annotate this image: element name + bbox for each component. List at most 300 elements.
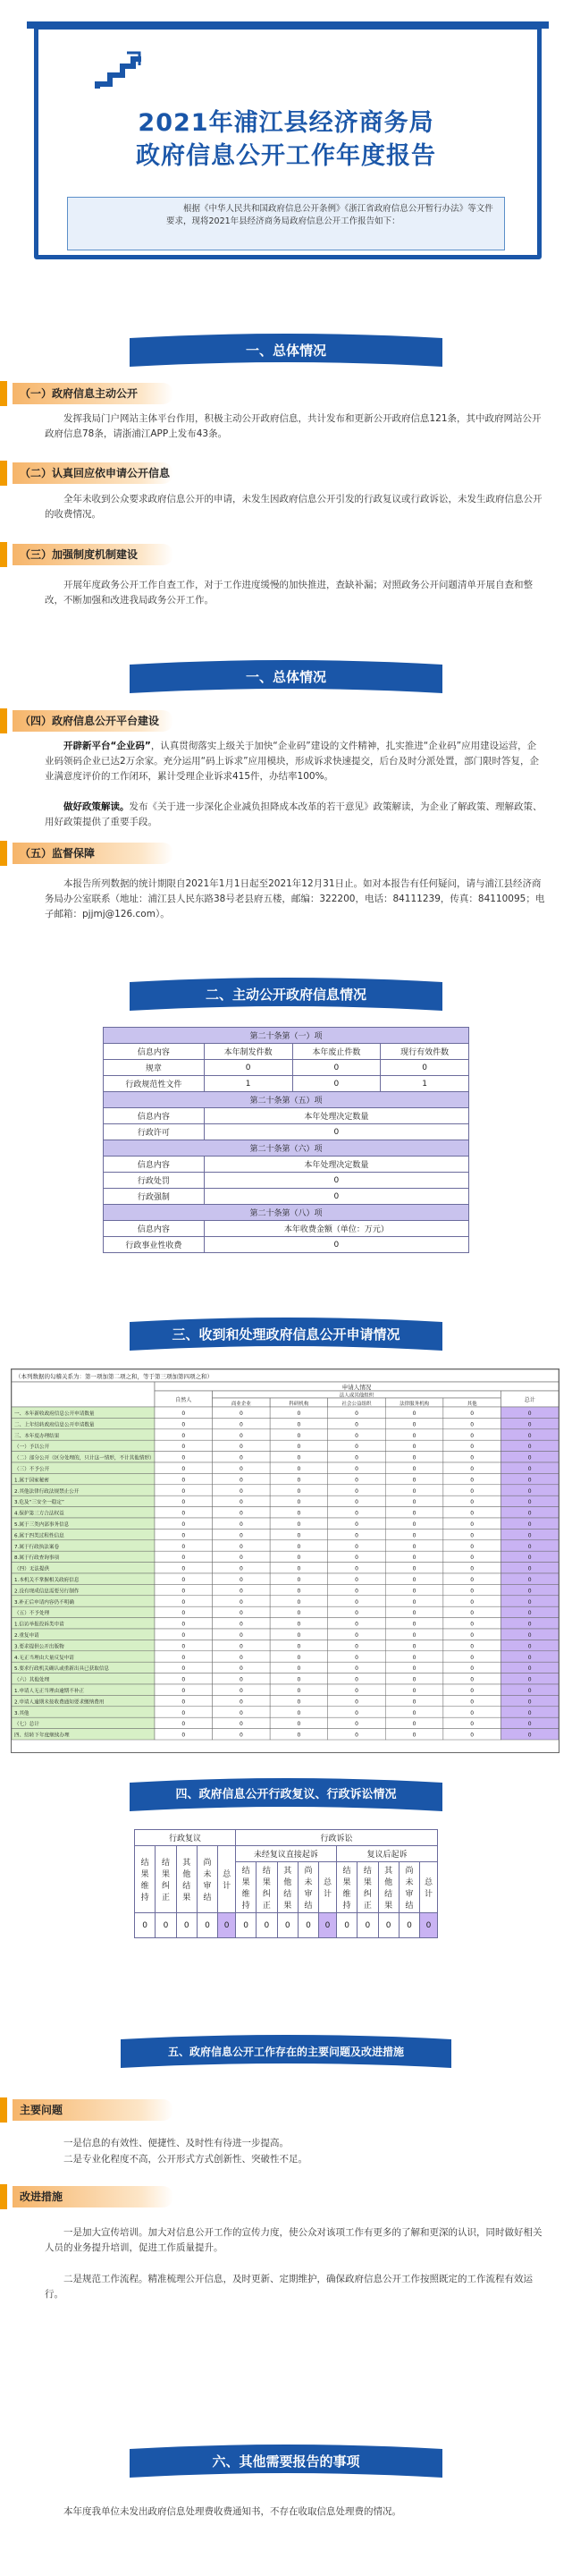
cell-value: 0 (470, 1532, 475, 1539)
col-header: 本年处理决定数量 (204, 1157, 468, 1173)
sub-header: 法律服务机构 (400, 1402, 430, 1407)
cell-value: 0 (297, 1577, 301, 1583)
cell-value: 0 (470, 1454, 475, 1462)
row-label: 3.危及“三安全一稳定” (14, 1500, 64, 1506)
cell-value: 0 (412, 1676, 416, 1683)
cell-value: 0 (239, 1510, 243, 1517)
cell-value: 0 (412, 1444, 416, 1451)
para-4b (45, 800, 545, 830)
cell-value: 0 (470, 1621, 475, 1628)
table-cell: 0 (378, 1913, 399, 1938)
review-header: 行政复议 (135, 1830, 236, 1846)
col-header: 尚未审结 (298, 1862, 318, 1913)
table-cell: 0 (204, 1189, 468, 1205)
cell-value: 0 (297, 1621, 301, 1628)
not-first-header: 未经复议直接起诉 (235, 1846, 336, 1862)
header-label-cell (12, 1382, 155, 1407)
cell-value: 0 (355, 1643, 358, 1650)
cell-value: 0 (355, 1499, 358, 1506)
section2-banner (121, 975, 451, 1014)
table-cell: 0 (235, 1913, 256, 1938)
subhead-3 (0, 542, 197, 567)
cell-value: 0 (297, 1421, 301, 1428)
col-header: 现行有效件数 (381, 1044, 469, 1060)
cell-value: 0 (239, 1732, 243, 1739)
cell-value: 0 (297, 1444, 301, 1451)
cell-value: 0 (239, 1709, 243, 1716)
cell-value: 0 (527, 1487, 532, 1495)
cell-value: 0 (412, 1466, 416, 1472)
row-label: 2.重复申请 (14, 1633, 39, 1639)
row-label: 三、本年度办理结果 (14, 1433, 60, 1439)
cell-value: 0 (181, 1521, 186, 1528)
cell-value: 0 (412, 1510, 416, 1517)
cell-value: 0 (412, 1521, 416, 1528)
col-header: 结果纠正 (358, 1862, 378, 1913)
cell-value: 0 (297, 1643, 301, 1650)
cell-value: 0 (239, 1411, 243, 1417)
cell-value: 0 (181, 1444, 186, 1451)
table-cell: 规章 (104, 1060, 205, 1076)
cell-value: 0 (239, 1665, 243, 1673)
table-cell: 行政许可 (104, 1124, 205, 1140)
cell-value: 0 (181, 1665, 186, 1673)
cell-value: 0 (527, 1721, 532, 1728)
para-5: 本报告所列数据的统计期限自2021年1月1日起至2021年12月31日止。如对本报告有任何疑问，请与浦江县经济商务局办公室联系（地址：浦江县人民东路38号老县府五楼，邮编：322200，电话：84111239，传真：84110095；电子邮箱：pjjmj@126.com）。 (45, 878, 545, 919)
row-label: 二、上年结转政府信息公开申请数量 (14, 1422, 95, 1428)
row-label: 一、本年新收政府信息公开申请数量 (14, 1411, 95, 1417)
subhead-4-text: （四）政府信息公开平台建设 (20, 715, 160, 727)
applicant-header: 申请人情况 (341, 1384, 372, 1391)
cell-value: 0 (527, 1577, 532, 1583)
cell-value: 0 (239, 1454, 243, 1462)
table-cell: 0 (204, 1124, 468, 1140)
subhead-4 (0, 708, 197, 733)
cell-value: 0 (412, 1588, 416, 1595)
para-4a-bold: 开辟新平台“企业码” (63, 741, 151, 751)
cell-value: 0 (355, 1565, 358, 1572)
cell-value: 0 (355, 1487, 358, 1495)
cell-value: 0 (239, 1699, 243, 1706)
cell-value: 0 (470, 1487, 475, 1495)
cell-value: 0 (470, 1565, 475, 1572)
cell-value: 0 (297, 1632, 301, 1639)
cell-value: 0 (412, 1487, 416, 1495)
cell-value: 0 (470, 1444, 475, 1451)
cell-value: 0 (355, 1454, 358, 1462)
col-header: 尚未审结 (399, 1862, 419, 1913)
natural-header: 自然人 (175, 1397, 192, 1403)
cell-value: 0 (527, 1709, 532, 1716)
table-cell: 1 (204, 1076, 292, 1092)
cell-value: 0 (355, 1432, 358, 1439)
cell-value: 0 (239, 1477, 243, 1484)
cell-value: 0 (239, 1577, 243, 1583)
table-cell: 0 (319, 1913, 337, 1938)
cell-value: 0 (297, 1598, 301, 1606)
cell-value: 0 (470, 1676, 475, 1683)
row-label: 2.其他法律行政法规禁止公开 (14, 1488, 80, 1495)
cell-value: 0 (412, 1665, 416, 1673)
cell-value: 0 (355, 1688, 358, 1694)
cell-value: 0 (470, 1721, 475, 1728)
cell-value: 0 (297, 1532, 301, 1539)
section6-banner-text: 六、其他需要报告的事项 (212, 2453, 360, 2470)
row-label: （一）予以公开 (14, 1445, 50, 1451)
table-applications (11, 1368, 559, 1753)
cell-value: 0 (181, 1466, 186, 1472)
cell-value: 0 (181, 1621, 186, 1628)
cell-value: 0 (527, 1454, 532, 1462)
cell-value: 0 (527, 1521, 532, 1528)
cell-value: 0 (527, 1621, 532, 1628)
para-4b-text: 发布《关于进一步深化企业减负担降成本改革的若干意见》政策解读，为企业了解政策、理解政策、用好政策提供了重要手段。 (45, 801, 543, 827)
cell-value: 0 (297, 1654, 301, 1661)
row-label: （三）不予公开 (14, 1467, 50, 1472)
cell-value: 0 (470, 1499, 475, 1506)
para-3: 开展年度政务公开工作自查工作，对于工作进度缓慢的加快推进，查缺补漏；对照政务公开问题清单开展自查和整改，不断加强和改进我局政务公开工作。 (45, 580, 533, 606)
cell-value: 0 (527, 1665, 532, 1673)
cell-value: 0 (297, 1610, 301, 1617)
sub-header: 科研机构 (289, 1402, 309, 1407)
art20-1-header: 第二十条第（一）项 (104, 1028, 469, 1044)
cell-value: 0 (297, 1676, 301, 1683)
cell-value: 0 (297, 1699, 301, 1706)
col-header: 尚未审结 (197, 1846, 217, 1913)
cell-value: 0 (355, 1421, 358, 1428)
table-note: （本列数据的勾稽关系为：第一项加第二项之和，等于第三项加第四项之和） (15, 1373, 213, 1380)
cell-value: 0 (412, 1411, 416, 1417)
cell-value: 0 (527, 1565, 532, 1572)
table-cell: 0 (298, 1913, 318, 1938)
row-label: 四、结转下年度继续办理 (14, 1733, 70, 1739)
cell-value: 0 (239, 1532, 243, 1539)
cell-value: 0 (297, 1487, 301, 1495)
cell-value: 0 (239, 1487, 243, 1495)
table-cell: 0 (156, 1913, 176, 1938)
cell-value: 0 (181, 1676, 186, 1683)
cell-value: 0 (470, 1521, 475, 1528)
cell-value: 0 (355, 1477, 358, 1484)
para-4b-bold: 做好政策解读。 (63, 801, 130, 812)
table-cell: 0 (292, 1060, 381, 1076)
cell-value: 0 (527, 1555, 532, 1562)
cell-value: 0 (355, 1411, 358, 1417)
cell-value: 0 (355, 1444, 358, 1451)
cell-value: 0 (470, 1555, 475, 1562)
applications-grid (12, 1369, 559, 1752)
table-cell: 0 (381, 1060, 469, 1076)
cell-value: 0 (297, 1565, 301, 1572)
legal-header: 法人或其他组织 (339, 1393, 374, 1399)
cell-value: 0 (527, 1654, 532, 1661)
cell-value: 0 (239, 1521, 243, 1528)
cell-value: 0 (527, 1688, 532, 1694)
cell-value: 0 (470, 1543, 475, 1550)
cell-value: 0 (412, 1610, 416, 1617)
col-header: 总计 (420, 1862, 438, 1913)
col-header: 信息内容 (104, 1157, 205, 1173)
col-header: 信息内容 (104, 1044, 205, 1060)
cell-value: 0 (297, 1721, 301, 1728)
subhead-1 (0, 381, 197, 406)
table-cell: 0 (257, 1913, 277, 1938)
cell-value: 0 (527, 1732, 532, 1739)
cell-value: 0 (239, 1565, 243, 1572)
cell-value: 0 (297, 1432, 301, 1439)
table-cell: 0 (204, 1173, 468, 1189)
col-header: 本年处理决定数量 (204, 1108, 468, 1124)
subhead-5 (0, 841, 197, 866)
table-cell: 行政事业性收费 (104, 1237, 205, 1253)
cell-value: 0 (181, 1411, 186, 1417)
cell-value: 0 (181, 1610, 186, 1617)
cell-value: 0 (527, 1477, 532, 1484)
section1-banner-text: 一、总体情况 (245, 343, 326, 359)
row-label: 4.无正当理由大量反复申请 (14, 1655, 74, 1661)
cell-value: 0 (181, 1499, 186, 1506)
cell-value: 0 (181, 1688, 186, 1694)
cell-value: 0 (297, 1543, 301, 1550)
subhead-1-text: （一）政府信息主动公开 (20, 387, 139, 400)
section5-banner-text: 五、政府信息公开工作存在的主要问题及改进措施 (167, 2046, 404, 2058)
col-header: 结果维持 (336, 1862, 357, 1913)
cell-value: 0 (239, 1610, 243, 1617)
section1-banner (121, 331, 451, 370)
cell-value: 0 (181, 1454, 186, 1462)
cell-value: 0 (239, 1676, 243, 1683)
cell-value: 0 (239, 1466, 243, 1472)
cell-value: 0 (470, 1699, 475, 1706)
cell-value: 0 (527, 1510, 532, 1517)
cell-value: 0 (470, 1577, 475, 1583)
cell-value: 0 (470, 1598, 475, 1606)
cell-value: 0 (470, 1665, 475, 1673)
col-header: 结果维持 (135, 1846, 156, 1913)
row-label: 6.属于四类过程性信息 (14, 1533, 64, 1539)
col-header: 信息内容 (104, 1108, 205, 1124)
cell-value: 0 (527, 1466, 532, 1472)
cell-value: 0 (355, 1699, 358, 1706)
col-header: 其他结果 (378, 1862, 399, 1913)
table-cell: 0 (218, 1913, 236, 1938)
page-title-line1: 2021年浦江县经济商务局 (138, 109, 434, 137)
col-header: 其他结果 (277, 1862, 298, 1913)
cell-value: 0 (239, 1654, 243, 1661)
row-label: （五）不予处理 (14, 1611, 50, 1617)
cell-value: 0 (412, 1499, 416, 1506)
cell-value: 0 (470, 1421, 475, 1428)
cell-value: 0 (527, 1588, 532, 1595)
sub-header: 社会公益组织 (341, 1402, 372, 1407)
col-header: 结果纠正 (257, 1862, 277, 1913)
subhead-2-text: （二）认真回应依申请公开信息 (20, 467, 171, 479)
cell-value: 0 (297, 1665, 301, 1673)
table-cell: 0 (420, 1913, 438, 1938)
cell-value: 0 (527, 1432, 532, 1439)
cell-value: 0 (527, 1532, 532, 1539)
row-label: （七）总计 (14, 1722, 39, 1728)
cell-value: 0 (470, 1643, 475, 1650)
table-cell: 行政规范性文件 (104, 1076, 205, 1092)
table-cell: 0 (292, 1076, 381, 1092)
cell-value: 0 (470, 1411, 475, 1417)
col-header: 信息内容 (104, 1221, 205, 1237)
row-label: 3.要求提供公开出版物 (14, 1644, 64, 1650)
cell-value: 0 (412, 1454, 416, 1462)
cell-value: 0 (470, 1588, 475, 1595)
subhead-2 (0, 461, 197, 486)
cell-value: 0 (239, 1643, 243, 1650)
cell-value: 0 (412, 1565, 416, 1572)
table-cell: 1 (381, 1076, 469, 1092)
cell-value: 0 (239, 1543, 243, 1550)
cell-value: 0 (297, 1709, 301, 1716)
cell-value: 0 (527, 1676, 532, 1683)
cell-value: 0 (527, 1543, 532, 1550)
row-label: 8.属于行政查询事项 (14, 1555, 60, 1562)
table-active-disclosure (103, 1027, 469, 1253)
table-cell: 0 (336, 1913, 357, 1938)
section2-banner-text: 二、主动公开政府信息情况 (205, 987, 366, 1003)
cell-value: 0 (412, 1555, 416, 1562)
cell-value: 0 (412, 1721, 416, 1728)
cell-value: 0 (239, 1421, 243, 1428)
cell-value: 0 (181, 1699, 186, 1706)
table-cell: 0 (358, 1913, 378, 1938)
cell-value: 0 (412, 1632, 416, 1639)
row-label: 2.申请人逾期未按收费通知要求缴纳费用 (14, 1699, 105, 1706)
cell-value: 0 (470, 1632, 475, 1639)
cell-value: 0 (355, 1555, 358, 1562)
cell-value: 0 (181, 1543, 186, 1550)
subhead-problems-text: 主要问题 (20, 2104, 63, 2116)
col-header: 本年收费金额（单位：万元） (204, 1221, 468, 1237)
cell-value: 0 (355, 1577, 358, 1583)
cell-value: 0 (470, 1709, 475, 1716)
litigation-header: 行政诉讼 (235, 1830, 437, 1846)
cell-value: 0 (527, 1610, 532, 1617)
para-measures-2: 二是规范工作流程。精准梳理公开信息，及时更新、定期维护，确保政府信息公开工作按照既定的工作流程有效运行。 (45, 2274, 533, 2300)
col-header: 结果维持 (235, 1862, 256, 1913)
cell-value: 0 (412, 1532, 416, 1539)
cell-value: 0 (297, 1477, 301, 1484)
cell-value: 0 (355, 1521, 358, 1528)
cell-value: 0 (239, 1598, 243, 1606)
cell-value: 0 (355, 1665, 358, 1673)
subhead-measures-text: 改进措施 (20, 2190, 63, 2203)
row-label: 5.属于三类内部事务信息 (14, 1522, 70, 1528)
row-label: 4.保护第三方合法权益 (14, 1511, 64, 1517)
art20-8-header: 第二十条第（八）项 (104, 1205, 469, 1221)
cell-value: 0 (412, 1732, 416, 1739)
cell-value: 0 (470, 1477, 475, 1484)
cell-value: 0 (239, 1444, 243, 1451)
cell-value: 0 (181, 1588, 186, 1595)
para-section6: 本年度我单位未发出政府信息处理费收费通知书，不存在收取信息处理费的情况。 (63, 2506, 401, 2517)
section3-banner (121, 1315, 451, 1354)
cell-value: 0 (355, 1621, 358, 1628)
para-4a-text: ，认真贯彻落实上级关于加快“企业码”建设的文件精神，扎实推进“企业码”应用建设运营，企业码领码企业已达2万余家。充分运用“码上诉求”应用模块，形成诉求快速提交，后台及时分派处置，部门限时答复，企业满意度评价的工作闭环，累计受理企业诉求415件，办结率100%。 (45, 741, 540, 782)
cell-value: 0 (181, 1598, 186, 1606)
cell-value: 0 (527, 1643, 532, 1650)
table-cell: 行政强制 (104, 1189, 205, 1205)
table-review-litigation (134, 1829, 438, 1938)
para-problems-1: 一是信息的有效性、便捷性、及时性有待进一步提高。 (63, 2138, 289, 2148)
row-label: 3.其他 (14, 1710, 29, 1716)
cell-value: 0 (355, 1598, 358, 1606)
cell-value: 0 (355, 1732, 358, 1739)
cell-value: 0 (412, 1421, 416, 1428)
cell-value: 0 (297, 1466, 301, 1472)
art20-6-header: 第二十条第（六）项 (104, 1140, 469, 1157)
cell-value: 0 (239, 1432, 243, 1439)
cell-value: 0 (412, 1432, 416, 1439)
stairs-icon (91, 49, 145, 94)
cell-value: 0 (527, 1499, 532, 1506)
cell-value: 0 (355, 1721, 358, 1728)
cell-value: 0 (297, 1521, 301, 1528)
table-cell: 行政处罚 (104, 1173, 205, 1189)
col-header: 本年制发件数 (204, 1044, 292, 1060)
cell-value: 0 (355, 1676, 358, 1683)
cell-value: 0 (297, 1688, 301, 1694)
col-header: 总计 (319, 1862, 337, 1913)
cell-value: 0 (181, 1432, 186, 1439)
cell-value: 0 (412, 1654, 416, 1661)
cell-value: 0 (297, 1454, 301, 1462)
cell-value: 0 (239, 1721, 243, 1728)
para-4a (45, 739, 545, 784)
cell-value: 0 (412, 1543, 416, 1550)
subhead-3-text: （三）加强制度机制建设 (20, 548, 139, 561)
subhead-problems (0, 2097, 197, 2123)
cell-value: 0 (412, 1577, 416, 1583)
cell-value: 0 (181, 1421, 186, 1428)
row-label: 3.补正后申请内容仍不明确 (14, 1599, 74, 1606)
cell-value: 0 (527, 1699, 532, 1706)
cell-value: 0 (412, 1688, 416, 1694)
section6-banner (121, 2442, 451, 2481)
row-label: （六）其他处理 (14, 1677, 50, 1683)
cell-value: 0 (527, 1444, 532, 1451)
cell-value: 0 (470, 1688, 475, 1694)
sub-header: 商业企业 (231, 1402, 251, 1407)
para-measures-1: 一是加大宣传培训。加大对信息公开工作的宣传力度，使公众对该项工作有更多的了解和更深的认识，同时做好相关人员的业务提升培训，促进工作质量提升。 (45, 2227, 543, 2253)
row-label-cell (12, 1707, 155, 1717)
row-label: 1.本机关不掌握相关政府信息 (14, 1578, 80, 1583)
cell-value: 0 (181, 1709, 186, 1716)
cell-value: 0 (412, 1643, 416, 1650)
cell-value: 0 (470, 1432, 475, 1439)
table-cell: 0 (135, 1913, 156, 1938)
cell-value: 0 (355, 1543, 358, 1550)
after-review-header: 复议后起诉 (336, 1846, 437, 1862)
table-cell: 0 (204, 1237, 468, 1253)
section3-banner-text: 三、收到和处理政府信息公开申请情况 (172, 1326, 400, 1343)
cell-value: 0 (412, 1598, 416, 1606)
cell-value: 0 (181, 1721, 186, 1728)
cell-value: 0 (239, 1632, 243, 1639)
subhead-measures (0, 2184, 197, 2209)
row-label: （二）部分公开（区分处理的，只计这一情形，不计其他情形） (14, 1455, 155, 1462)
cell-value: 0 (239, 1621, 243, 1628)
cell-value: 0 (181, 1565, 186, 1572)
cell-value: 0 (470, 1732, 475, 1739)
cell-value: 0 (412, 1621, 416, 1628)
cell-value: 0 (355, 1466, 358, 1472)
art20-5-header: 第二十条第（五）项 (104, 1092, 469, 1108)
